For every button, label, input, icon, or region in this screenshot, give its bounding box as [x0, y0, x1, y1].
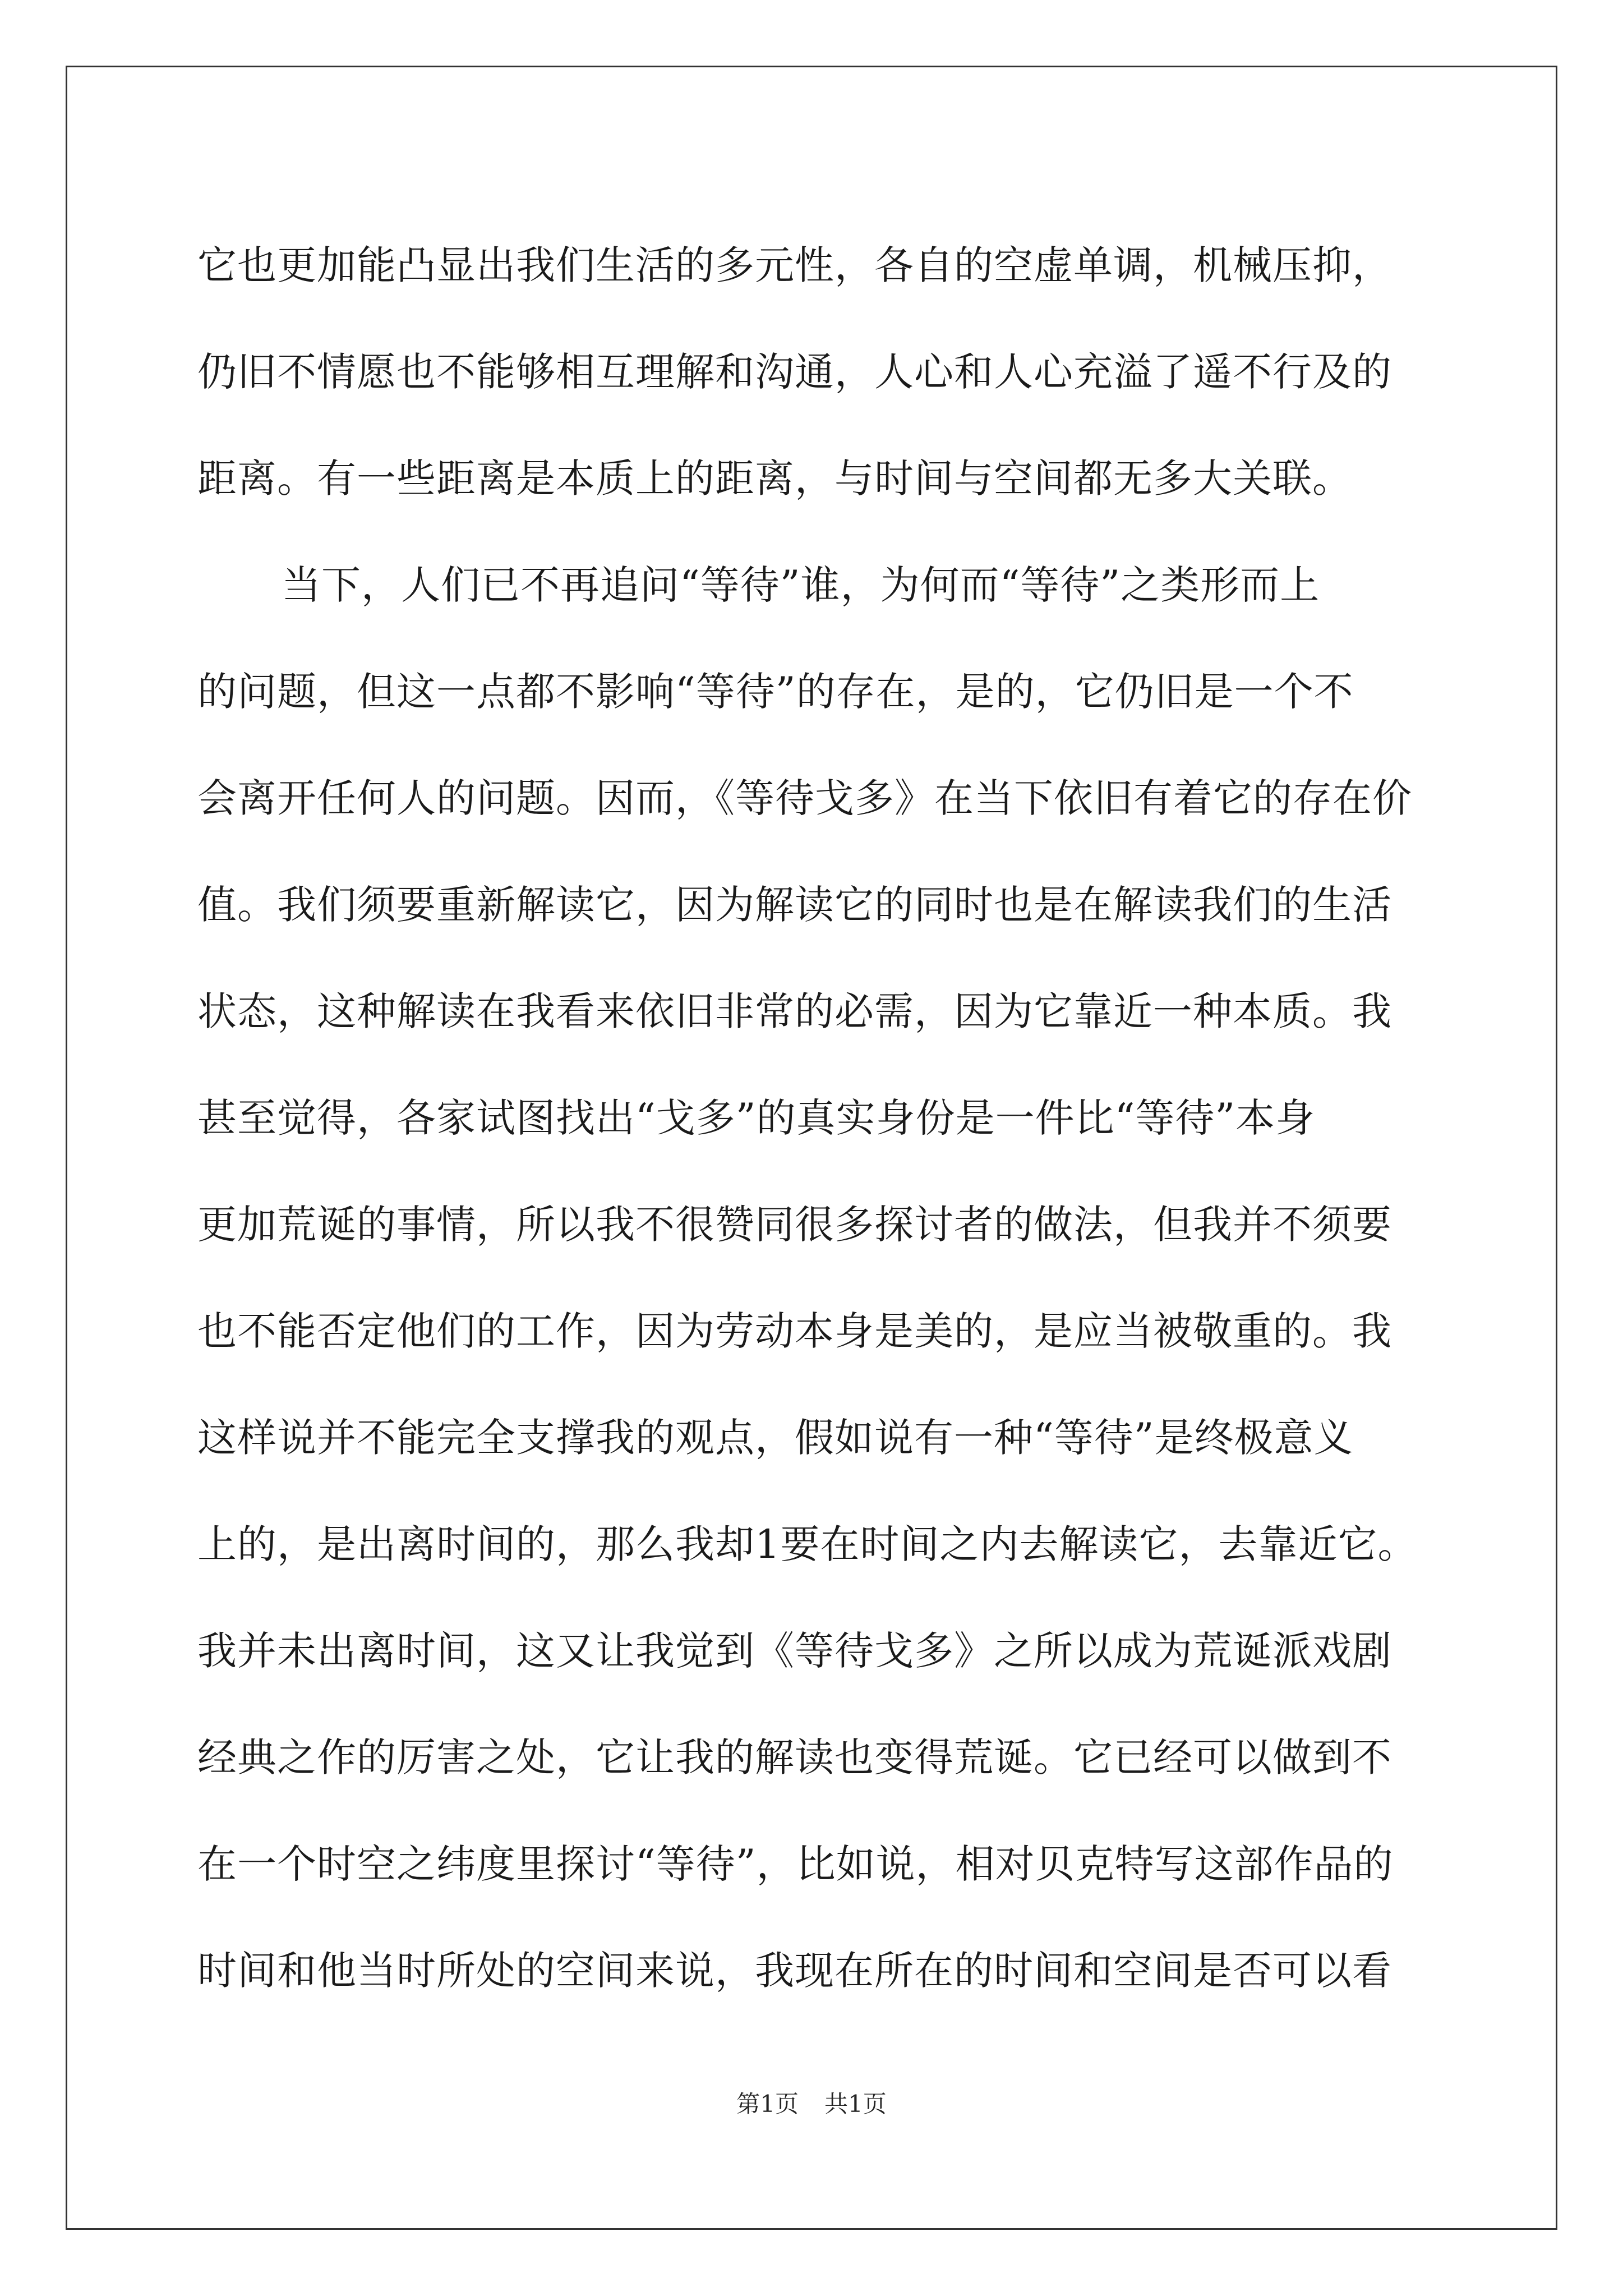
text-line: 它也更加能凸显出我们生活的多元性，各自的空虚单调，机械压抑，: [197, 242, 1392, 288]
page-number: 第1页: [736, 2090, 799, 2118]
text-line: 经典之作的厉害之处，它让我的解读也变得荒诞。它已经可以做到不: [197, 1734, 1392, 1780]
text-line: 这样说并不能完全支撑我的观点，假如说有一种“等待”是终极意义: [197, 1414, 1354, 1461]
page-total: 共1页: [824, 2090, 887, 2118]
text-line: 仍旧不情愿也不能够相互理解和沟通，人心和人心充溢了遥不行及的: [197, 348, 1392, 395]
text-line: 在一个时空之纬度里探讨“等待”，比如说，相对贝克特写这部作品的: [197, 1841, 1394, 1887]
text-line: 时间和他当时所处的空间来说，我现在所在的时间和空间是否可以看: [197, 1947, 1392, 1994]
text-line: 会离开任何人的问题。因而，《等待戈多》在当下依旧有着它的存在价: [197, 775, 1412, 821]
paragraph-start-line: 当下，人们已不再追问“等待”谁，为何而“等待”之类形而上: [282, 562, 1320, 608]
page-footer: [0, 2086, 1623, 2119]
text-line: 上的，是出离时间的，那么我却1要在时间之内去解读它，去靠近它。: [197, 1521, 1418, 1567]
text-line: 也不能否定他们的工作，因为劳动本身是美的，是应当被敬重的。我: [197, 1308, 1392, 1354]
text-line: 甚至觉得，各家试图找出“戈多”的真实身份是一件比“等待”本身: [197, 1094, 1316, 1141]
text-line: 的问题，但这一点都不影响“等待”的存在，是的，它仍旧是一个不: [197, 668, 1354, 715]
text-line: 我并未出离时间，这又让我觉到《等待戈多》之所以成为荒诞派戏剧: [197, 1627, 1392, 1674]
text-line: 距离。有一些距离是本质上的距离，与时间与空间都无多大关联。: [197, 455, 1352, 501]
body-text: [197, 209, 1442, 2021]
text-line: 状态，这种解读在我看来依旧非常的必需，因为它靠近一种本质。我: [197, 988, 1392, 1034]
text-line: 值。我们须要重新解读它，因为解读它的同时也是在解读我们的生活: [197, 881, 1392, 928]
text-line: 更加荒诞的事情，所以我不很赞同很多探讨者的做法，但我并不须要: [197, 1201, 1392, 1248]
